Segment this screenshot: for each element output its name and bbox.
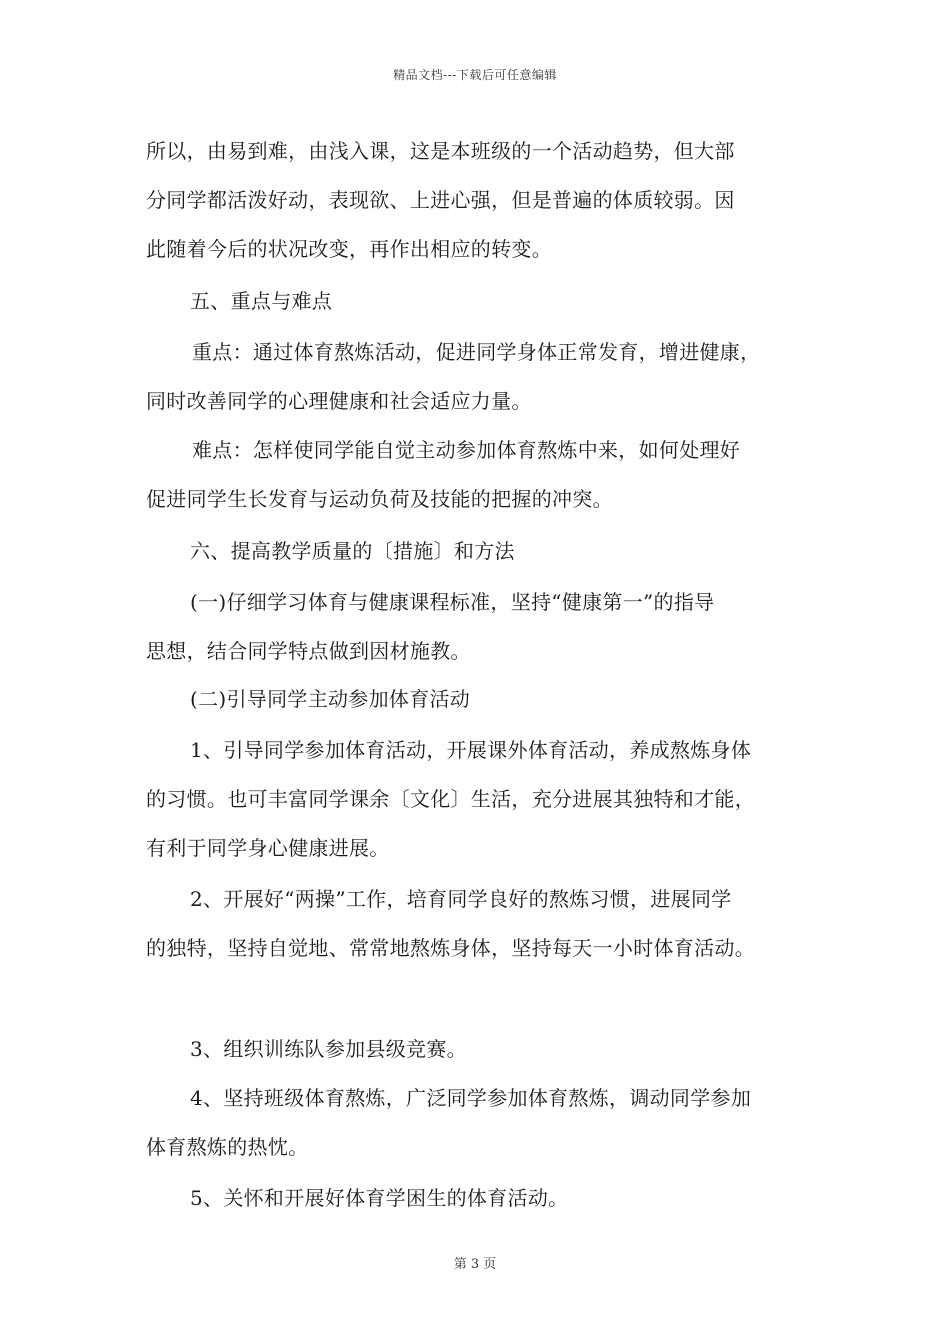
paragraph-line: (一)仔细学习体育与健康课程标准，坚持“健康第一”的指导 <box>190 590 715 614</box>
section-heading: 五、重点与难点 <box>190 289 333 313</box>
paragraph-line: (二)引导同学主动参加体育活动 <box>190 687 471 711</box>
paragraph-line: 体育熬炼的热忱。 <box>146 1135 309 1159</box>
page-number: 第 3 页 <box>453 1257 497 1272</box>
paragraph-line: 此随着今后的状况改变，再作出相应的转变。 <box>146 237 552 261</box>
paragraph-line: 的习惯。也可丰富同学课余〔文化〕生活，充分进展其独特和才能， <box>146 787 755 811</box>
paragraph-line: 3、组织训练队参加县级竞赛。 <box>190 1037 467 1061</box>
paragraph-line: 重点：通过体育熬炼活动，促进同学身体正常发育，增进健康， <box>192 340 761 364</box>
paragraph-line: 1、引导同学参加体育活动，开展课外体育活动，养成熬炼身体 <box>190 738 752 762</box>
paragraph-line: 2、开展好“两操”工作，培育同学良好的熬炼习惯，进展同学 <box>190 887 732 911</box>
paragraph-line: 思想，结合同学特点做到因材施教。 <box>146 639 471 663</box>
paragraph-line: 难点：怎样使同学能自觉主动参加体育熬炼中来，如何处理好 <box>192 438 741 462</box>
paragraph-line: 同时改善同学的心理健康和社会适应力量。 <box>146 389 532 413</box>
paragraph-line: 4、坚持班级体育熬炼，广泛同学参加体育熬炼，调动同学参加 <box>190 1086 752 1110</box>
paragraph-line: 有利于同学身心健康进展。 <box>146 836 390 860</box>
page-header: 精品文档---下载后可任意编辑 <box>393 68 557 82</box>
paragraph-line: 5、关怀和开展好体育学困生的体育活动。 <box>190 1186 569 1210</box>
section-heading: 六、提高教学质量的〔措施〕和方法 <box>190 539 515 563</box>
paragraph-line: 所以，由易到难，由浅入课，这是本班级的一个活动趋势，但大部 <box>146 139 735 163</box>
paragraph-line: 分同学都活泼好动，表现欲、上进心强，但是普遍的体质较弱。因 <box>146 188 735 212</box>
paragraph-line: 促进同学生长发育与运动负荷及技能的把握的冲突。 <box>146 487 613 511</box>
paragraph-line: 的独特，坚持自觉地、常常地熬炼身体，坚持每天一小时体育活动。 <box>146 936 755 960</box>
